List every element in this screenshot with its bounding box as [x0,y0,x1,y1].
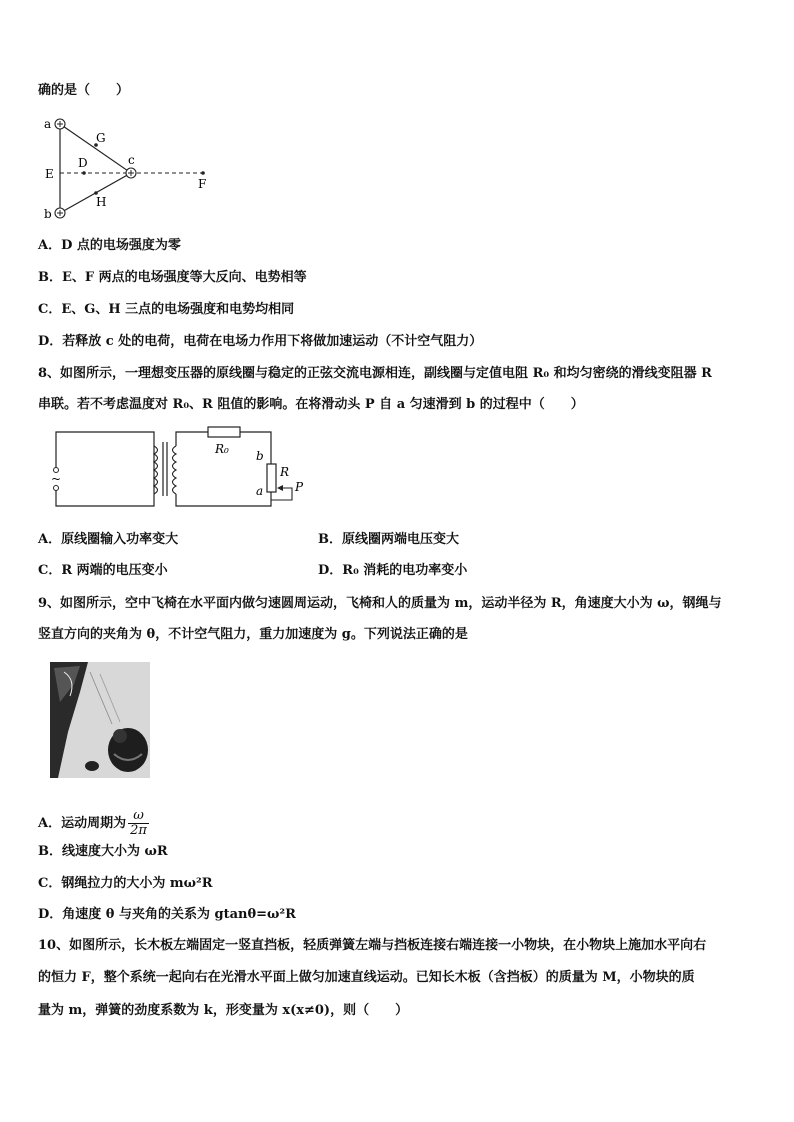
q7-option-b: B．E、F 两点的电场强度等大反向、电势相等 [38,270,307,285]
label-P: P [295,480,304,494]
label-R0: R₀ [215,442,229,456]
label-F: F [198,177,207,191]
charge-a-icon [55,119,65,129]
q9-stem-line2: 竖直方向的夹角为 θ，不计空气阻力，重力加速度为 g。下列说法正确的是 [38,627,468,642]
q10-stem-line3: 量为 m，弹簧的劲度系数为 k，形变量为 x(x≠0)，则（ ） [38,1003,409,1018]
label-D: D [78,156,88,170]
q8-stem-line2: 串联。若不考虑温度对 R₀、R 阻值的影响。在将滑动头 P 自 a 匀速滑到 b 的过程中（ ） [38,397,584,412]
label-c: c [128,153,135,167]
q8-stem-line1: 8、如图所示，一理想变压器的原线圈与稳定的正弦交流电源相连，副线圈与定值电阻 R₀ 和均匀密绕的滑线变阻器 R [38,366,712,381]
q7-intro: 确的是（ ） [38,83,130,98]
q8-option-b: B．原线圈两端电压变大 [318,532,459,547]
charge-b-icon [55,208,65,218]
q10-stem-line1: 10、如图所示，长木板左端固定一竖直挡板，轻质弹簧左端与挡板连接右端连接一小物块，在小物块上施加水平向右 [38,938,707,953]
label-H: H [96,195,107,209]
q8-option-c: C．R 两端的电压变小 [38,563,168,578]
label-b: b [44,207,52,221]
label-b-end: b [256,449,264,463]
flying-chair-photo [50,662,150,778]
q10-stem-line2: 的恒力 F，整个系统一起向右在光滑水平面上做匀加速直线运动。已知长木板（含挡板）的质量为 M，小物块的质 [38,970,695,985]
q9-option-a [38,804,149,844]
period-fraction [128,809,149,838]
fraction-denominator: 2π [130,823,147,838]
label-R: R [280,465,290,479]
label-a: a [44,117,52,131]
q7-option-c: C．E、G、H 三点的电场强度和电势均相同 [38,302,295,317]
q7-option-a: A．D 点的电场强度为零 [38,238,181,253]
label-G: G [96,131,106,145]
charge-triangle-diagram [38,112,218,224]
label-a-end: a [256,484,264,498]
q9-option-b: B．线速度大小为 ωR [38,844,168,859]
ac-source-symbol: ~ [51,472,62,486]
transformer-circuit-diagram [40,424,310,520]
q7-option-d: D．若释放 c 处的电荷，电荷在电场力作用下将做加速运动（不计空气阻力） [38,334,483,349]
fraction-numerator: ω [128,809,149,824]
q9-option-d: D．角速度 θ 与夹角的关系为 gtanθ=ω²R [38,907,296,922]
q8-option-d: D．R₀ 消耗的电功率变小 [318,563,468,578]
q9-stem-line1: 9、如图所示，空中飞椅在水平面内做匀速圆周运动，飞椅和人的质量为 m，运动半径为 R，角速度大小为 ω，钢绳与 [38,596,722,611]
charge-c-icon [126,168,136,178]
q9-option-a-prefix: A．运动周期为 [38,816,127,831]
q9-option-c: C．钢绳拉力的大小为 mω²R [38,876,213,891]
label-E: E [45,167,54,181]
q8-option-a: A．原线圈输入功率变大 [38,532,179,547]
